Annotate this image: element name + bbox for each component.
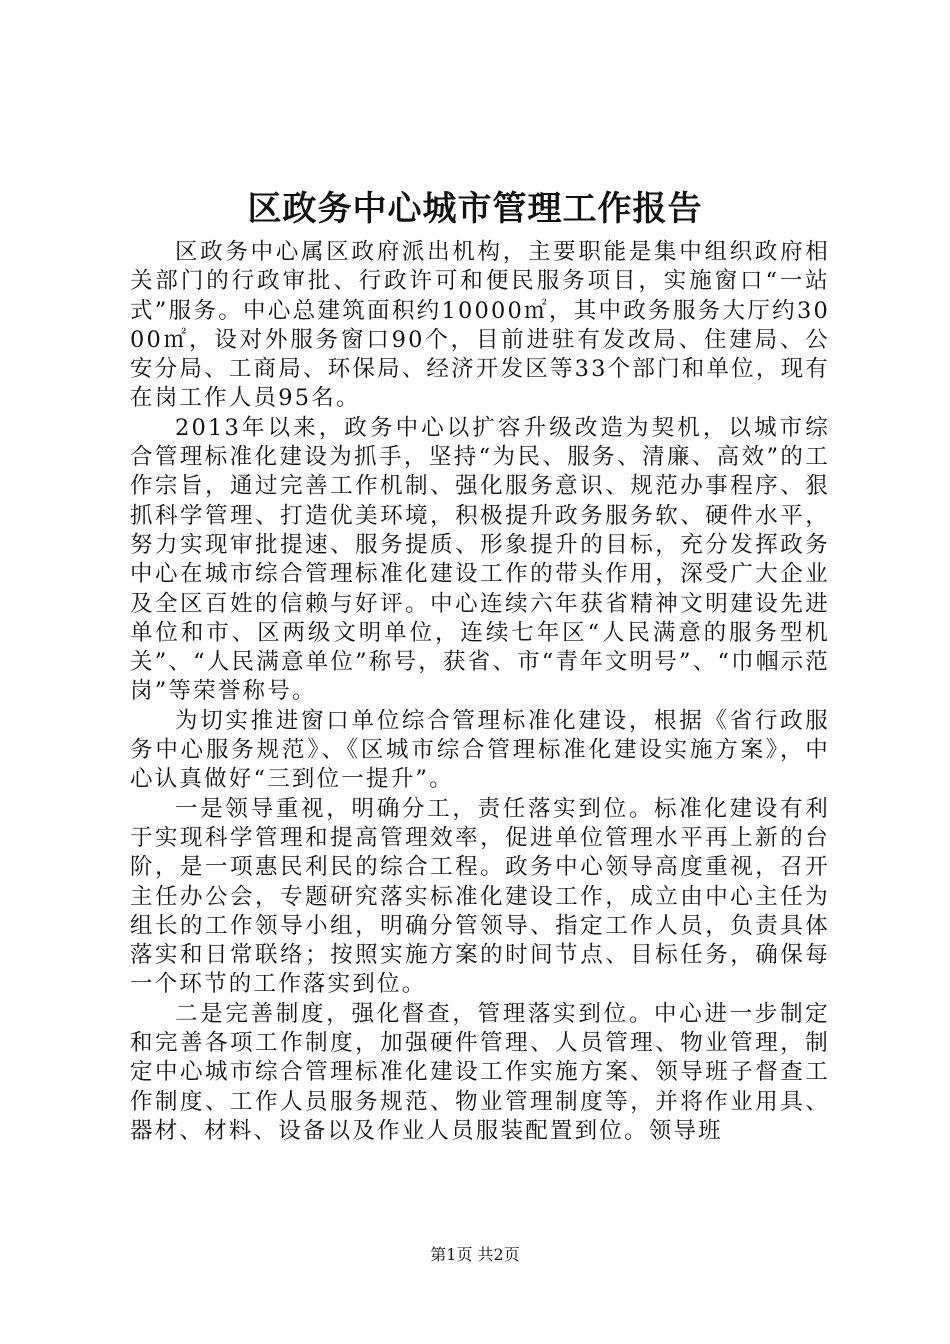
page-number-footer: 第1页 共2页 bbox=[430, 1245, 520, 1264]
paragraph-intro: 区政务中心属区政府派出机构，主要职能是集中组织政府相关部门的行政审批、行政许可和便民服务项目，实施窗口“一站式”服务。中心总建筑面积约10000㎡，其中政务服务大厅约3000㎡，设对外服务窗口90个，目前进驻有发改局、住建局、公安分局、工商局、环保局、经济开发区等33个部门和单位，现有在岗工作人员95名。 bbox=[130, 239, 830, 412]
paragraph-achievements: 2013年以来，政务中心以扩容升级改造为契机，以城市综合管理标准化建设为抓手，坚持“为民、服务、清廉、高效”的工作宗旨，通过完善工作机制、强化服务意识、规范办事程序、狠抓科学管理、打造优美环境，积极提升政务服务软、硬件水平，努力实现审批提速、服务提质、形象提升的目标，充分发挥政务中心在城市综合管理标准化建设工作的带头作用，深受广大企业及全区百姓的信赖与好评。中心连续六年获省精神文明建设先进单位和市、区两级文明单位，连续七年区“人民满意的服务型机关”、“人民满意单位”称号，获省、市“青年文明号”、“巾帼示范岗”等荣誉称号。 bbox=[130, 414, 830, 705]
document-title: 区政务中心城市管理工作报告 bbox=[247, 189, 703, 229]
paragraph-point-one: 一是领导重视，明确分工，责任落实到位。标准化建设有利于实现科学管理和提高管理效率，促进单位管理水平再上新的台阶，是一项惠民利民的综合工程。政务中心领导高度重视，召开主任办公会，专题研究落实标准化建设工作，成立由中心主任为组长的工作领导小组，明确分管领导、指定工作人员，负责具体落实和日常联络；按照实施方案的时间节点、目标任务，确保每一个环节的工作落实到位。 bbox=[130, 795, 830, 998]
paragraph-point-two: 二是完善制度，强化督查，管理落实到位。中心进一步制定和完善各项工作制度，加强硬件管理、人员管理、物业管理，制定中心城市综合管理标准化建设工作实施方案、领导班子督查工作制度、工作人员服务规范、物业管理制度等，并将作业用具、器材、材料、设备以及作业人员服装配置到位。领导班 bbox=[130, 1000, 830, 1144]
paragraph-plan: 为切实推进窗口单位综合管理标准化建设，根据《省行政服务中心服务规范》、《区城市综合管理标准化建设实施方案》，中心认真做好“三到位一提升”。 bbox=[130, 707, 830, 793]
document-body bbox=[130, 238, 830, 1146]
